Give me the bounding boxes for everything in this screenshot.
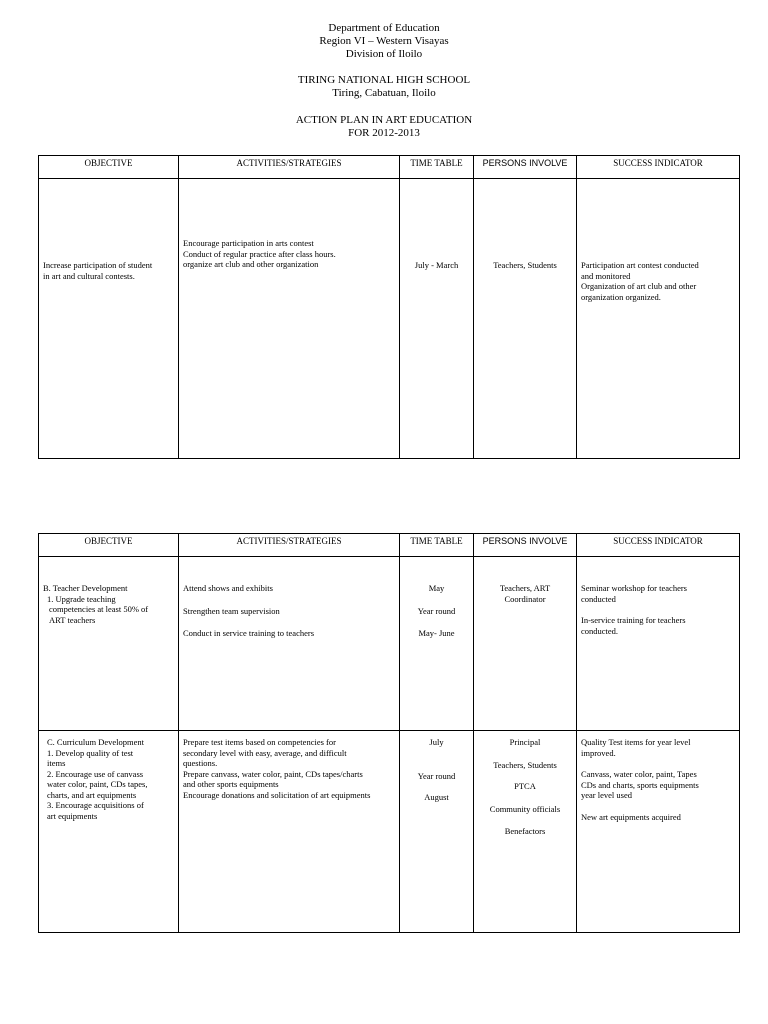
cell-line: year level used [581, 790, 632, 800]
table-row [39, 179, 740, 459]
division-name: Division of Iloilo [345, 48, 423, 60]
action-plan-table-1 [38, 155, 740, 459]
indicator-cell [577, 179, 740, 459]
cell-line: B. Teacher Development [43, 583, 128, 593]
column-header-activities: ACTIVITIES/STRATEGIES [179, 534, 400, 557]
column-header-persons: PERSONS INVOLVE [474, 534, 577, 557]
cell-line: Year round [417, 770, 456, 781]
school-block [0, 74, 768, 100]
cell-line: Conduct in service training to teachers [183, 628, 314, 638]
cell-line: Teachers, Students [493, 759, 557, 770]
cell-line: Attend shows and exhibits [183, 583, 273, 593]
cell-line: Community officials [489, 803, 561, 814]
cell-line: secondary level with easy, average, and difficult [183, 747, 347, 758]
cell-line: July [429, 737, 444, 747]
cell-line: Strengthen team supervision [183, 605, 280, 616]
timetable-cell [400, 179, 474, 459]
indicator-cell [577, 557, 740, 731]
cell-line: Coordinator [504, 593, 546, 604]
activities-cell [179, 179, 400, 459]
cell-line: Canvass, water color, paint, Tapes [581, 769, 697, 779]
cell-line: and monitored [581, 270, 631, 281]
cell-line: PTCA [514, 781, 536, 791]
cell-line: In-service training for teachers [581, 615, 686, 625]
letterhead [0, 22, 768, 61]
cell-line: Quality Test items for year level [581, 737, 691, 747]
cell-line: July - March [414, 260, 459, 270]
cell-line: August [424, 792, 449, 802]
document-title: ACTION PLAN IN ART EDUCATION [295, 114, 473, 126]
action-plan-table-2 [38, 533, 740, 933]
cell-line: Teachers, Students [493, 260, 557, 270]
cell-line: Conduct of regular practice after class hours. [183, 248, 336, 259]
cell-line: Increase participation of student [43, 260, 153, 270]
cell-line: ART teachers [49, 614, 96, 625]
cell-line: 1. Develop quality of test [47, 747, 134, 758]
cell-line: Organization of art club and other [581, 281, 697, 291]
cell-line: 1. Upgrade teaching [47, 593, 116, 604]
cell-line: questions. [183, 758, 218, 768]
indicator-cell [577, 731, 740, 933]
cell-line: conducted. [581, 625, 619, 636]
column-header-indicator: SUCCESS INDICATOR [577, 534, 740, 557]
cell-line: and other sports equipments [183, 779, 279, 789]
table-row [39, 731, 740, 933]
cell-line: Encourage participation in arts contest [183, 238, 314, 248]
table-header-row [39, 156, 740, 179]
cell-line: art equipments [47, 810, 98, 821]
cell-line: 2. Encourage use of canvass [47, 768, 144, 779]
cell-line: CDs and charts, sports equipments [581, 779, 699, 790]
cell-line: in art and cultural contests. [43, 270, 135, 281]
timetable-cell [400, 731, 474, 933]
cell-line: Encourage donations and solicitation of art equipments [183, 789, 371, 800]
cell-line: Prepare canvass, water color, paint, CDs tapes/charts [183, 768, 363, 779]
cell-line: Prepare test items based on competencies for [183, 737, 336, 747]
cell-line: Benefactors [504, 826, 546, 836]
cell-line: charts, and art equipments [47, 789, 137, 800]
cell-line: May- June [418, 628, 455, 638]
column-header-persons: PERSONS INVOLVE [474, 156, 577, 179]
school-name: TIRING NATIONAL HIGH SCHOOL [297, 74, 471, 86]
cell-line: organization organized. [581, 291, 661, 302]
cell-line: May [428, 583, 445, 593]
cell-line: Year round [417, 605, 456, 616]
cell-line: Principal [509, 737, 541, 747]
school-address: Tiring, Cabatuan, Iloilo [332, 87, 436, 99]
cell-line: Seminar workshop for teachers [581, 583, 687, 593]
cell-line: improved. [581, 747, 616, 758]
table-header-row [39, 534, 740, 557]
cell-line: C. Curriculum Development [47, 737, 145, 747]
region-name: Region VI – Western Visayas [319, 35, 449, 47]
column-header-activities: ACTIVITIES/STRATEGIES [179, 156, 400, 179]
column-header-indicator: SUCCESS INDICATOR [577, 156, 740, 179]
cell-line: New art equipments acquired [581, 811, 681, 822]
persons-cell [474, 179, 577, 459]
timetable-cell [400, 557, 474, 731]
column-header-timetable: TIME TABLE [400, 156, 474, 179]
objective-cell [39, 179, 179, 459]
column-header-objective: OBJECTIVE [39, 534, 179, 557]
cell-line: organize art club and other organization [183, 259, 319, 269]
department-name: Department of Education [328, 22, 440, 34]
document-year: FOR 2012-2013 [348, 127, 420, 139]
table-row [39, 557, 740, 731]
persons-cell [474, 557, 577, 731]
column-header-timetable: TIME TABLE [400, 534, 474, 557]
cell-line: items [47, 758, 66, 768]
cell-line: 3. Encourage acquisitions of [47, 800, 144, 810]
document-title-block [0, 114, 768, 140]
column-header-objective: OBJECTIVE [39, 156, 179, 179]
objective-cell [39, 731, 179, 933]
persons-cell [474, 731, 577, 933]
activities-cell [179, 557, 400, 731]
cell-line: water color, paint, CDs tapes, [47, 779, 148, 789]
activities-cell [179, 731, 400, 933]
objective-cell [39, 557, 179, 731]
cell-line: competencies at least 50% of [49, 604, 149, 614]
cell-line: conducted [581, 593, 616, 604]
cell-line: Participation art contest conducted [581, 260, 699, 270]
cell-line: Teachers, ART [499, 583, 551, 593]
